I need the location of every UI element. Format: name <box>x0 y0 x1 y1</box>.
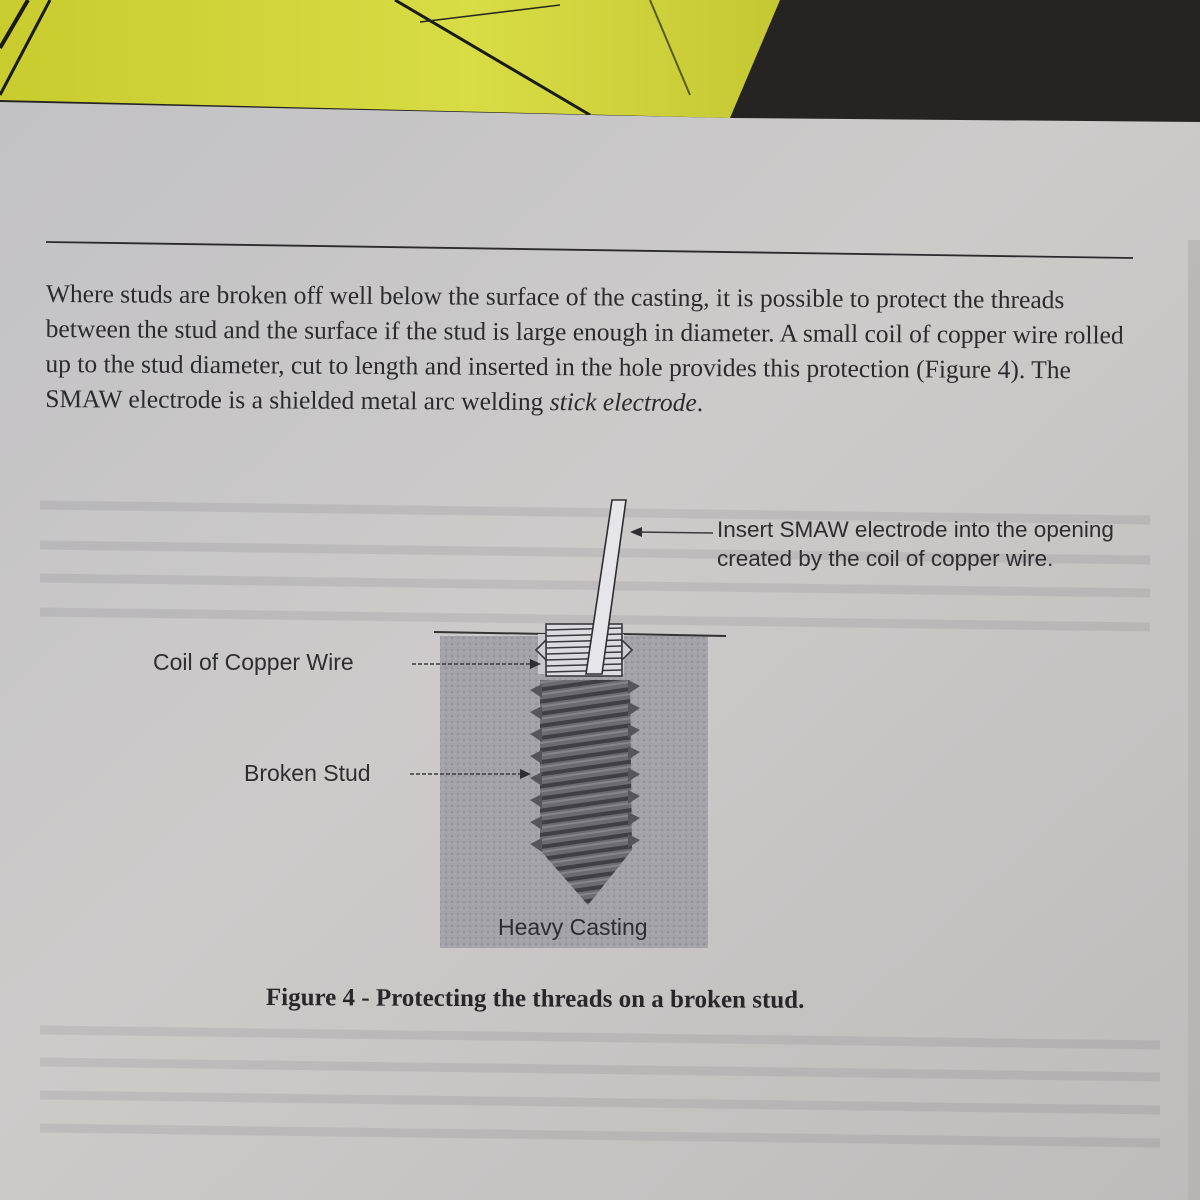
casting-label: Heavy Casting <box>498 914 648 940</box>
paragraph-end: . <box>696 387 704 418</box>
copper-wire-coil <box>536 624 632 676</box>
italic-term: stick electrode <box>549 387 697 417</box>
figure-caption: Figure 4 - Protecting the threads on a broken stud. <box>265 984 805 1014</box>
coil-label: Coil of Copper Wire <box>153 649 354 675</box>
electrode-callout: Insert SMAW electrode into the opening created by the coil of copper wire. <box>717 517 1114 571</box>
yellow-sheet <box>0 0 780 118</box>
body-paragraph <box>45 276 1136 423</box>
paragraph-text: Where studs are broken off well below the surface of the casting, it is possible to protect the threads between the stud and the surface if the stud is large enough in diameter. A small coil of copper wire rolled up to the stud diameter, cut to length and inserted in the hole provides this protection (Figure 4). The SMAW electrode is a shielded metal arc welding <box>45 278 1124 417</box>
stud-label: Broken Stud <box>244 760 371 786</box>
